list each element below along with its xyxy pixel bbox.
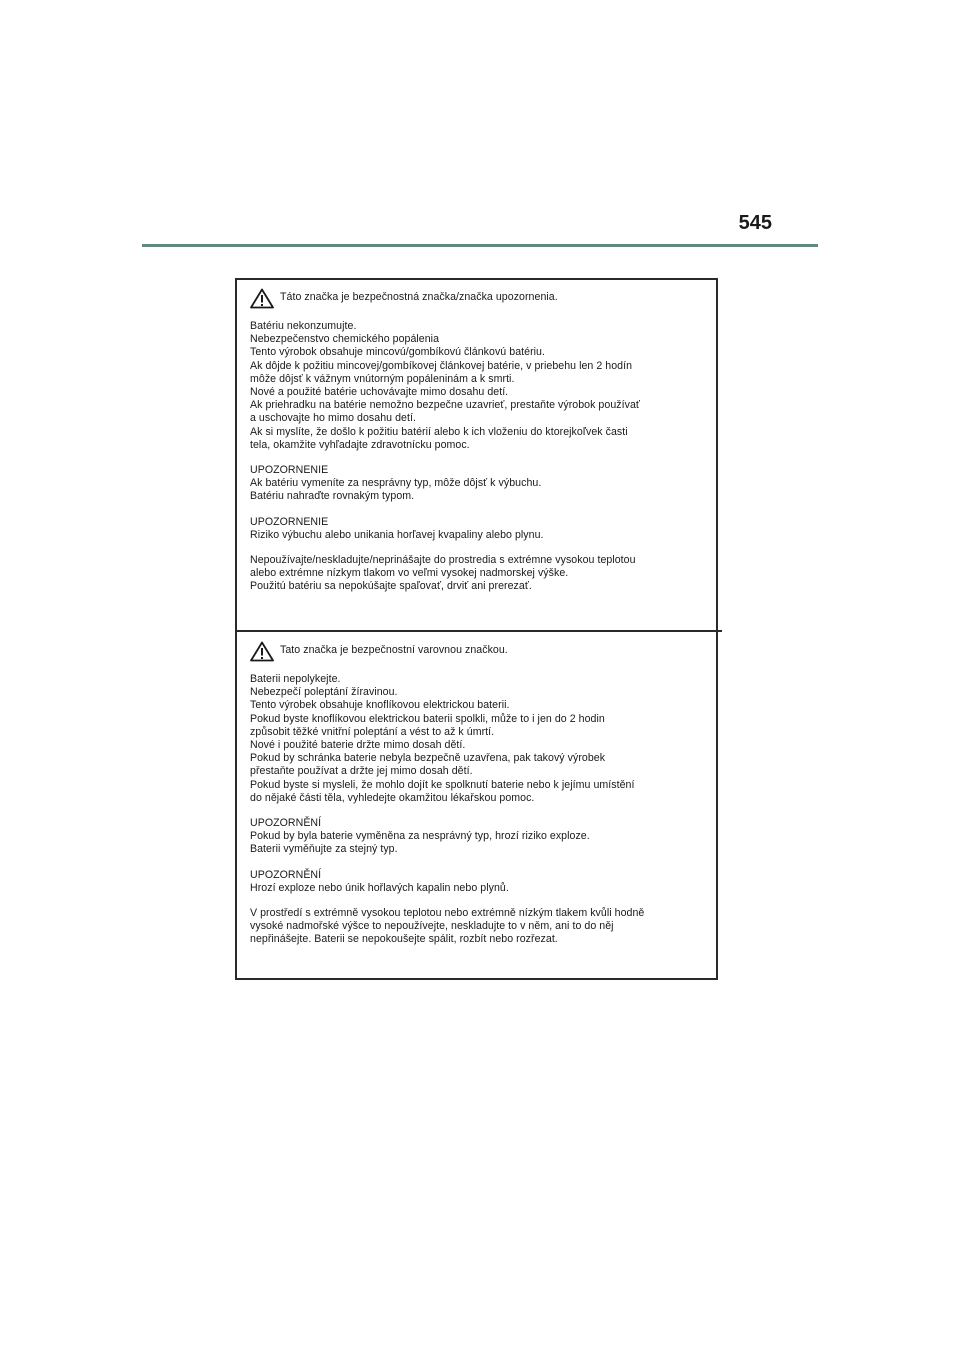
czech-text-line: způsobit těžké vnitřní poleptání a vést to až k úmrtí. (250, 725, 495, 738)
battery-warning-box (235, 278, 718, 980)
czech-text-line: Pokud byste knoflíkovou elektrickou baterii spolkli, může to i jen do 2 hodin (250, 712, 605, 725)
slovak-text-line: Tento výrobok obsahuje mincovú/gombíkovú článkovú batériu. (250, 346, 545, 359)
slovak-text-line: Batériu nahraďte rovnakým typom. (250, 490, 415, 503)
czech-text-line: UPOZORNĚNÍ (250, 868, 322, 881)
czech-paragraph (250, 673, 702, 805)
czech-heading-row (250, 639, 702, 663)
slovak-text-line: Použitú batériu sa nepokúšajte spaľovať, drviť ani prerezať. (250, 580, 532, 593)
slovak-paragraph (250, 464, 702, 504)
czech-text-line: vysoké nadmořské výšce to nepoužívejte, neskladujte to v něm, ani to do něj (250, 920, 614, 933)
czech-text-line: Pokud byste si mysleli, že mohlo dojít ke spolknutí baterie nebo k jejímu umístění (250, 778, 635, 791)
czech-warning-section (237, 639, 716, 959)
slovak-text-line: môže dôjsť k vážnym vnútorným popáleninám a k smrti. (250, 372, 515, 385)
slovak-text-line: a uschovajte ho mimo dosahu detí. (250, 412, 416, 425)
czech-paragraph (250, 817, 702, 857)
czech-text-line: V prostředí s extrémně vysokou teplotou nebo extrémně nízkým tlakem kvůli hodně (250, 907, 645, 920)
czech-text-line: Hrozí exploze nebo únik hořlavých kapalin nebo plynů. (250, 881, 509, 894)
czech-text-line: nepřinášejte. Baterii se nepokoušejte spálit, rozbít nebo rozřezat. (250, 933, 558, 946)
czech-text-line: do nějaké části těla, vyhledejte okamžitou lékařskou pomoc. (250, 791, 535, 804)
czech-text-line: UPOZORNĚNÍ (250, 817, 322, 830)
slovak-text-line: UPOZORNENIE (250, 464, 329, 477)
slovak-heading-row (250, 286, 702, 310)
header-rule (142, 244, 818, 247)
slovak-text-line: tela, okamžite vyhľadajte zdravotnícku pomoc. (250, 438, 470, 451)
slovak-paragraph (250, 554, 702, 594)
czech-text-line: přestaňte používat a držte jej mimo dosah dětí. (250, 765, 473, 778)
page-number: 545 (738, 212, 772, 234)
slovak-paragraphs (250, 320, 702, 594)
czech-text-line: Nové i použité baterie držte mimo dosah dětí. (250, 739, 466, 752)
czech-paragraph (250, 869, 702, 895)
slovak-text-line: Ak dôjde k požitiu mincovej/gombíkovej článkovej batérie, v priebehu len 2 hodín (250, 359, 633, 372)
slovak-text-line: Nebezpečenstvo chemického popálenia (250, 333, 440, 346)
slovak-text-line: Ak priehradku na batérie nemožno bezpečne uzavrieť, prestaňte výrobok používať (250, 399, 640, 412)
czech-paragraph (250, 907, 702, 947)
czech-text-line: Pokud by byla baterie vyměněna za nesprávný typ, hrozí riziko exploze. (250, 830, 590, 843)
czech-text-line: Baterii vyměňujte za stejný typ. (250, 843, 398, 856)
slovak-text-line: Ak batériu vymeníte za nesprávny typ, môže dôjsť k výbuchu. (250, 477, 542, 490)
czech-heading: Tato značka je bezpečnostní varovnou značkou. (280, 644, 508, 657)
slovak-text-line: alebo extrémne nízkym tlakom vo veľmi vysokej nadmorskej výške. (250, 567, 569, 580)
slovak-text-line: Nové a použité batérie uchovávajte mimo dosahu detí. (250, 386, 509, 399)
warning-triangle-icon (250, 641, 274, 662)
slovak-warning-section (237, 286, 716, 606)
slovak-heading: Táto značka je bezpečnostná značka/značka upozornenia. (280, 291, 558, 304)
czech-text-line: Nebezpečí poleptání žíravinou. (250, 686, 398, 699)
slovak-paragraph (250, 320, 702, 452)
czech-text-line: Tento výrobek obsahuje knoflíkovou elektrickou baterii. (250, 699, 510, 712)
czech-paragraphs (250, 673, 702, 947)
slovak-paragraph (250, 516, 702, 542)
warning-triangle-icon (250, 288, 274, 309)
slovak-text-line: UPOZORNENIE (250, 515, 329, 528)
czech-text-line: Pokud by schránka baterie nebyla bezpečně uzavřena, pak takový výrobek (250, 752, 606, 765)
slovak-text-line: Batériu nekonzumujte. (250, 320, 357, 332)
slovak-text-line: Nepoužívajte/neskladujte/neprinášajte do prostredia s extrémne vysokou teplotou (250, 554, 636, 567)
slovak-text-line: Riziko výbuchu alebo unikania horľavej kvapaliny alebo plynu. (250, 528, 544, 541)
slovak-text-line: Ak si myslíte, že došlo k požitiu batérií alebo k ich vloženiu do ktorejkoľvek časti (250, 425, 628, 438)
czech-text-line: Baterii nepolykejte. (250, 673, 341, 685)
section-divider (235, 630, 722, 632)
